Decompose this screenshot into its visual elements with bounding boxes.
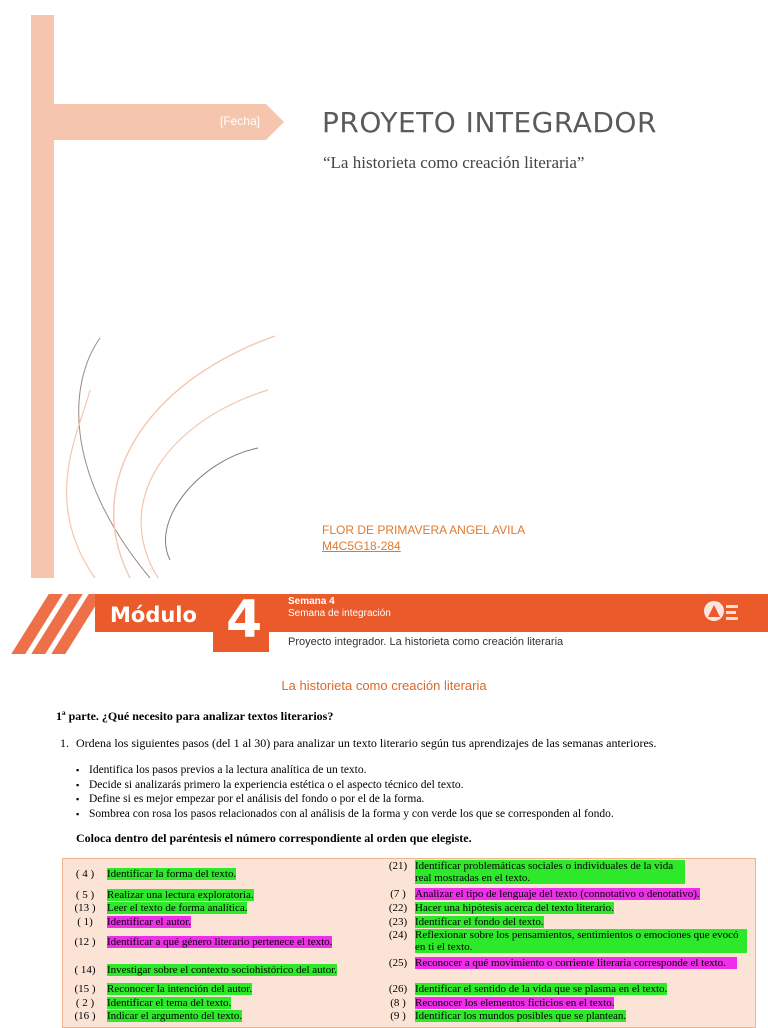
step-number[interactable]: (21) <box>388 860 408 872</box>
step-text: Identificar los mundos posibles que se plantean. <box>415 1010 627 1022</box>
step-item <box>381 888 700 900</box>
week-label: Semana 4 <box>288 596 335 607</box>
cover-side-bar <box>31 15 54 578</box>
step-number[interactable]: (24) <box>388 929 408 941</box>
list-item: ▪ Define si es mejor empezar por el análisis del fondo o por el de la forma. <box>76 792 614 807</box>
section-title: La historieta como creación literaria <box>281 678 487 693</box>
step-text: Identificar el sentido de la vida que se plasma en el texto. <box>415 983 668 995</box>
step-number[interactable]: (12 ) <box>74 936 96 948</box>
step-number[interactable]: (9 ) <box>390 1010 406 1022</box>
step-item <box>381 860 751 884</box>
cover-author: FLOR DE PRIMAVERA ANGEL AVILA <box>322 523 526 537</box>
step-item <box>63 964 337 976</box>
step-text: Identificar el tema del texto. <box>107 997 232 1009</box>
list-item: ▪ Sombrea con rosa los pasos relacionados con al análisis de la forma y con verde los que se corresponden al fondo. <box>76 807 614 822</box>
cover-code: M4C5G18-284 <box>322 539 401 553</box>
instruction-text: Ordena los siguientes pasos (del 1 al 30) para analizar un texto literario según tus aprendizajes de las semanas anteriores. <box>76 736 657 750</box>
step-number[interactable]: (7 ) <box>390 888 406 900</box>
instruction <box>60 736 656 751</box>
step-number[interactable]: ( 1) <box>77 916 93 928</box>
step-text: Identificar la forma del texto. <box>107 868 237 880</box>
module-label: Módulo <box>110 603 197 627</box>
list-item: ▪ Decide si analizarás primero la experiencia estética o el aspecto técnico del texto. <box>76 778 614 793</box>
bullet-list <box>76 763 614 821</box>
step-item <box>63 936 332 948</box>
step-item <box>381 902 614 914</box>
week-subtitle: Semana de integración <box>288 608 391 619</box>
list-item: ▪ Identifica los pasos previos a la lectura analítica de un texto. <box>76 763 614 778</box>
step-item <box>63 983 252 995</box>
module-number: 4 <box>226 590 263 650</box>
step-item <box>63 868 236 880</box>
step-text: Reconocer los elementos ficticios en el texto. <box>415 997 615 1009</box>
step-text: Identificar el fondo del texto. <box>415 916 544 928</box>
step-text: Reconocer la intención del autor. <box>107 983 253 995</box>
step-number[interactable]: (8 ) <box>390 997 406 1009</box>
step-item <box>63 889 254 901</box>
step-text: Identificar a qué género literario pertenece el texto. <box>107 936 333 948</box>
step-text: Reflexionar sobre los pensamientos, sentimientos o emociones que evocó en ti el texto. <box>415 929 747 953</box>
step-text: Leer el texto de forma analítica. <box>107 902 248 914</box>
date-tab[interactable] <box>54 104 266 140</box>
step-number[interactable]: ( 14) <box>74 964 96 976</box>
step-item <box>381 957 751 969</box>
step-number[interactable]: ( 5 ) <box>75 889 95 901</box>
cover-title: PROYETO INTEGRADOR <box>322 106 657 139</box>
step-item <box>381 997 614 1009</box>
step-text: Realizar una lectura exploratoria. <box>107 889 254 901</box>
step-text: Indicar el argumento del texto. <box>107 1010 243 1022</box>
step-number[interactable]: (23) <box>388 916 408 928</box>
step-item <box>63 997 231 1009</box>
sep-logo-icon <box>700 597 740 627</box>
date-placeholder[interactable]: [Fecha] <box>219 114 260 128</box>
step-text: Identificar problemáticas sociales o individuales de la vida real mostradas en el texto. <box>415 860 685 884</box>
step-number[interactable]: ( 2 ) <box>75 997 95 1009</box>
step-item <box>63 902 247 914</box>
step-text: Hacer una hipótesis acerca del texto literario. <box>415 902 614 914</box>
step-number[interactable]: ( 4 ) <box>75 868 95 880</box>
step-item <box>63 916 191 928</box>
placement-instruction: Coloca dentro del paréntesis el número correspondiente al orden que elegiste. <box>76 831 472 845</box>
step-number[interactable]: (25) <box>388 957 408 969</box>
step-number[interactable]: (16 ) <box>74 1010 96 1022</box>
step-number[interactable]: (26) <box>388 983 408 995</box>
cover-subtitle: “La historieta como creación literaria” <box>323 153 585 172</box>
step-number[interactable]: (15 ) <box>74 983 96 995</box>
part-heading: 1ª parte. ¿Qué necesito para analizar textos literarios? <box>56 709 334 723</box>
step-text: Analizar el tipo de lenguaje del texto (connotativo o denotativo). <box>415 888 700 900</box>
header-subtitle: Proyecto integrador. La historieta como creación literaria <box>288 636 564 648</box>
step-item <box>381 916 544 928</box>
step-item <box>381 929 751 953</box>
step-item <box>63 1010 242 1022</box>
step-text: Investigar sobre el contexto sociohistórico del autor. <box>107 964 338 976</box>
week-info <box>288 596 391 620</box>
step-item <box>381 983 667 995</box>
instruction-number: 1. <box>60 736 69 750</box>
module-header <box>0 590 768 658</box>
steps-table <box>62 858 756 1028</box>
step-item <box>381 1010 626 1022</box>
step-text: Identificar el autor. <box>107 916 191 928</box>
step-number[interactable]: (13 ) <box>74 902 96 914</box>
step-number[interactable]: (22) <box>388 902 408 914</box>
step-text: Reconocer a qué movimiento o corriente literaria corresponde el texto. <box>415 957 737 969</box>
